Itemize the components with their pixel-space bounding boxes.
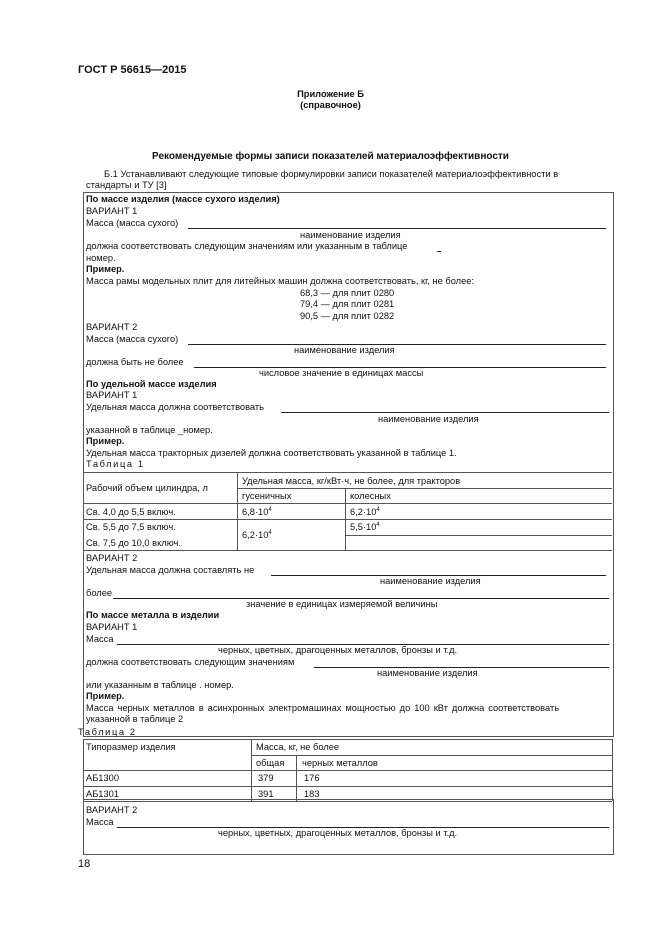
table2-caption: Таблица 2 xyxy=(78,727,137,737)
product-caption: наименование изделия xyxy=(300,230,401,240)
example-label: Пример. xyxy=(86,264,125,274)
value-line: 68,3 — для плит 0280 xyxy=(300,288,395,298)
table-cell: $6,8\cdot 10^4$ xyxy=(242,506,272,517)
table-subheader: колесных xyxy=(350,491,391,501)
table-subheader: общая xyxy=(256,758,285,768)
mass-dry-v2-must: должна быть не более xyxy=(86,357,184,367)
intro-line-1: Б.1 Устанавливают следующие типовые формулировки записи показателей материалоэффективности в xyxy=(104,169,559,179)
metal-mass-v2-label: Масса xyxy=(86,817,114,827)
product-caption: наименование изделия xyxy=(380,576,481,586)
example-text: Удельная масса тракторных дизелей должна соответствовать указанной в таблице 1. xyxy=(86,448,457,458)
mass-dry-v2-title: ВАРИАНТ 2 xyxy=(86,322,138,332)
table-header: Рабочий объем цилиндра, л xyxy=(86,483,208,493)
metals-caption: черных, цветных, драгоценных металлов, бронзы и т.д. xyxy=(218,828,458,838)
example-text: Масса рамы модельных плит для литейных машин должна соответствовать, кг, не более: xyxy=(86,276,475,286)
table-reference: указанной в таблице _номер. xyxy=(86,425,213,435)
value-caption: числовое значение в единицах массы xyxy=(259,368,424,378)
table-subheader: черных металлов xyxy=(302,758,378,768)
blank-line xyxy=(314,657,609,668)
specific-mass-v1-line: Удельная масса должна соответствовать xyxy=(86,402,265,412)
example-text: указанной в таблице 2 xyxy=(86,714,184,724)
standard-code: ГОСТ Р 56615—2015 xyxy=(78,64,187,76)
intro-line-2: стандарты и ТУ [3] xyxy=(86,180,167,190)
specific-mass-v1-title: ВАРИАНТ 1 xyxy=(86,390,138,400)
blank-line xyxy=(117,634,609,645)
blank-line xyxy=(437,241,441,252)
page-number: 18 xyxy=(78,858,91,870)
appendix-title: Приложение Б xyxy=(297,89,364,99)
product-caption: наименование изделия xyxy=(378,414,479,424)
table-cell: 176 xyxy=(304,773,320,783)
section-title: Рекомендуемые формы записи показателей материалоэффективности xyxy=(152,151,509,162)
blank-line xyxy=(188,218,606,229)
specific-mass-v2-line: Удельная масса должна составлять не xyxy=(86,565,255,575)
metal-mass-heading: По массе металла в изделии xyxy=(86,610,220,620)
table-header: Удельная масса, кг/кВт·ч, не более, для тракторов xyxy=(242,476,461,486)
table-cell: АБ1300 xyxy=(86,773,119,783)
blank-line xyxy=(113,588,609,599)
blank-line xyxy=(188,334,606,345)
table-reference: или указанным в таблице . номер. xyxy=(86,680,234,690)
example-label: Пример. xyxy=(86,691,125,701)
metal-mass-v1-title: ВАРИАНТ 1 xyxy=(86,622,138,632)
example-label: Пример. xyxy=(86,436,125,446)
value-line: 79,4 — для плит 0281 xyxy=(300,299,395,309)
metal-mass-v1-must: должна соответствовать следующим значениям xyxy=(86,657,295,667)
mass-dry-v1-must: должна соответствовать следующим значениям или указанным в таблице xyxy=(86,241,408,251)
mass-dry-v1-title: ВАРИАНТ 1 xyxy=(86,206,138,216)
mass-dry-v1-label: Масса (масса сухого) xyxy=(86,218,179,228)
metal-mass-v1-label: Масса xyxy=(86,634,114,644)
mass-dry-heading: По массе изделия (массе сухого изделия) xyxy=(86,194,280,204)
product-caption: наименование изделия xyxy=(377,668,478,678)
table-cell: $5,5\cdot 10^4$ xyxy=(350,521,380,532)
blank-line xyxy=(281,402,609,413)
specific-mass-v2-title: ВАРИАНТ 2 xyxy=(86,553,138,563)
table-cell: Св. 7,5 до 10,0 включ. xyxy=(86,538,181,548)
table-cell: 379 xyxy=(258,773,274,783)
value-caption: значение в единицах измеряемой величины xyxy=(246,599,438,609)
specific-mass-heading: По удельной массе изделия xyxy=(86,379,217,389)
blank-line xyxy=(117,817,609,828)
mass-dry-v1-number: номер. xyxy=(86,253,116,263)
value-line: 90,5 — для плит 0282 xyxy=(300,311,395,321)
product-caption: наименование изделия xyxy=(294,345,395,355)
appendix-subtitle: (справочное) xyxy=(300,100,361,110)
table-header: Масса, кг, не более xyxy=(256,742,340,752)
table1-caption: Таблица 1 xyxy=(86,459,145,469)
table-cell: Св. 5,5 до 7,5 включ. xyxy=(86,522,176,532)
metal-mass-v2-title: ВАРИАНТ 2 xyxy=(86,805,138,815)
blank-line xyxy=(271,565,606,576)
table-cell: АБ1301 xyxy=(86,789,119,799)
metals-caption: черных, цветных, драгоценных металлов, бронзы и т.д. xyxy=(218,645,458,655)
table-cell: Св. 4,0 до 5,5 включ. xyxy=(86,507,176,517)
mass-dry-v2-label: Масса (масса сухого) xyxy=(86,334,179,344)
example-text: Масса черных металлов в асинхронных электромашинах мощностью до 100 кВт должна соответствовать xyxy=(86,703,560,713)
table-header: Типоразмер изделия xyxy=(86,742,176,752)
more-label: более xyxy=(86,588,113,598)
table-cell: 391 xyxy=(258,789,274,799)
table-subheader: гусеничных xyxy=(242,491,292,501)
table-cell: $6,2\cdot 10^4$ xyxy=(350,506,380,517)
table-cell: $6,2\cdot 10^4$ xyxy=(242,529,272,540)
table-cell: 183 xyxy=(304,789,320,799)
blank-line xyxy=(194,357,606,368)
